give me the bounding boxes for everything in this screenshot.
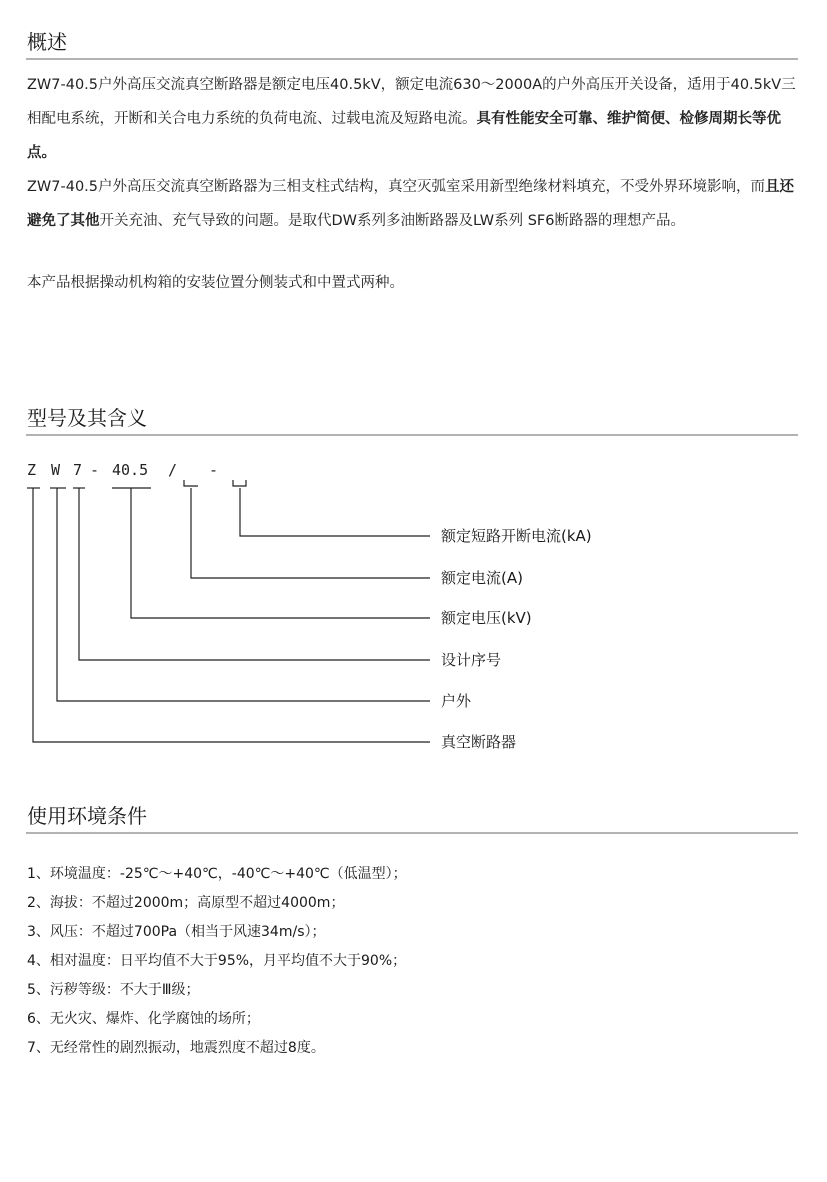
overview-paragraph-1: [27, 68, 797, 170]
overview-paragraph-2-bold: 且还避免了其他: [27, 179, 795, 229]
code-char-z: Z: [27, 461, 37, 479]
label-vacuum-breaker: 真空断路器: [441, 733, 517, 751]
code-char-7: 7: [73, 461, 83, 479]
list-item: 6、无火灾、爆炸、化学腐蚀的场所；: [27, 1011, 260, 1027]
overview-paragraph-2-text-a: ZW7-40.5户外高压交流真空断路器为三相支柱式结构，真空灭弧室采用新型绝缘材料填充，不受外界环境影响，而: [27, 179, 766, 195]
overview-divider: [26, 58, 798, 60]
overview-heading: 概述: [27, 30, 67, 54]
list-item: 7、无经常性的剧烈振动，地震烈度不超过8度。: [27, 1040, 325, 1056]
label-outdoor: 户外: [441, 692, 472, 710]
label-rated-voltage: 额定电压(kV): [441, 609, 532, 627]
code-char-w: W: [51, 461, 61, 479]
leader-rated-voltage: [131, 488, 430, 618]
overview-paragraph-1-text: ZW7-40.5户外高压交流真空断路器是额定电压40.5kV，额定电流630～2000A的户外高压开关设备，适用于40.5kV三相配电系统，开断和关合电力系统的负荷电流、过载电流及短路电流。: [27, 77, 796, 127]
list-item: 2、海拔：不超过2000m；高原型不超过4000m；: [27, 895, 345, 911]
conditions-heading: 使用环境条件: [27, 804, 147, 828]
overview-paragraph-2-text-c: 开关充油、充气导致的问题。是取代DW系列多油断路器及LW系列 SF6断路器的理想产品。: [99, 213, 685, 229]
leader-outdoor: [57, 488, 430, 701]
list-item: 4、相对温度：日平均值不大于95%，月平均值不大于90%；: [27, 953, 407, 969]
list-item: 5、污秽等级：不大于Ⅲ级；: [27, 982, 200, 998]
code-dash-1: -: [90, 461, 100, 479]
label-rated-current: 额定电流(A): [441, 569, 523, 587]
model-heading: 型号及其含义: [27, 406, 147, 430]
code-dash-2: -: [209, 461, 219, 479]
model-diagram: [0, 480, 827, 750]
overview-paragraph-2: [27, 170, 797, 238]
leader-vacuum-breaker: [33, 488, 430, 742]
list-item: 3、风压：不超过700Pa（相当于风速34m/s）；: [27, 924, 326, 940]
leader-rated-current: [191, 488, 430, 578]
leader-breaking-current: [240, 488, 430, 536]
label-breaking-current: 额定短路开断电流(kA): [441, 527, 592, 545]
conditions-list: [27, 860, 407, 1063]
code-slash: /: [168, 461, 178, 479]
conditions-divider: [26, 832, 798, 834]
rated-current-placeholder-box: [184, 480, 198, 486]
label-design-no: 设计序号: [441, 651, 502, 669]
leader-design-no: [79, 488, 430, 660]
overview-paragraph-1-bold: 具有性能安全可靠、维护简便、检修周期长等优点。: [27, 111, 781, 161]
breaking-current-placeholder-box: [233, 480, 246, 486]
model-divider: [26, 434, 798, 436]
overview-paragraph-3: 本产品根据操动机构箱的安装位置分侧装式和中置式两种。: [27, 275, 404, 291]
code-voltage: 40.5: [112, 461, 149, 479]
list-item: 1、环境温度：-25℃～+40℃，-40℃～+40℃（低温型）；: [27, 866, 407, 882]
